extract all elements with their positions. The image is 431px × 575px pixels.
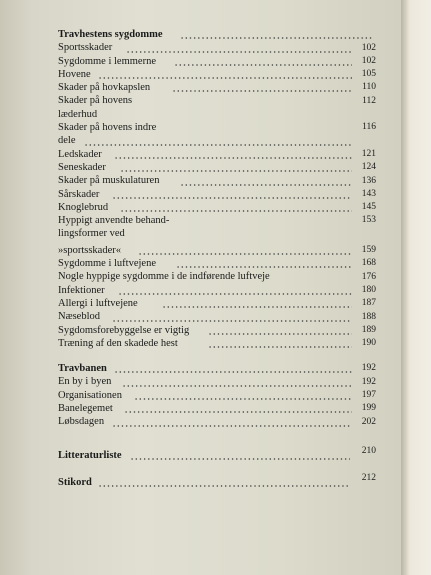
toc-entry xyxy=(58,297,376,310)
toc-entry xyxy=(58,41,376,54)
entry-label: Næseblod xyxy=(58,311,100,323)
entry-page: 187 xyxy=(361,298,376,309)
toc-section-heading xyxy=(58,362,376,375)
dot-leader xyxy=(98,77,352,79)
entry-label: Løbsdagen xyxy=(58,416,105,428)
section-spacer xyxy=(58,429,376,449)
entry-label: Organisationen xyxy=(58,389,122,401)
dot-leader xyxy=(180,184,352,186)
toc-entry xyxy=(58,337,376,350)
table-of-contents xyxy=(58,28,376,489)
dot-leader xyxy=(120,170,352,172)
dot-leader xyxy=(98,485,350,487)
toc-entry xyxy=(58,68,376,81)
toc-entry xyxy=(58,201,376,214)
dot-leader xyxy=(180,37,374,39)
facing-page-edge xyxy=(401,0,431,575)
toc-section-heading xyxy=(58,473,376,489)
entry-page: 121 xyxy=(361,148,376,159)
toc-entry xyxy=(58,121,376,134)
entry-page: 212 xyxy=(361,473,376,484)
entry-page: 110 xyxy=(362,82,376,93)
section-title: Travhestens sygdomme xyxy=(58,29,163,40)
dot-leader xyxy=(208,333,352,335)
dot-leader xyxy=(112,425,352,427)
dot-leader xyxy=(174,64,352,66)
section-spacer xyxy=(58,350,376,362)
section-spacer xyxy=(58,462,376,476)
dot-leader xyxy=(172,90,352,92)
toc-entry-continuation xyxy=(58,244,376,257)
entry-page: 143 xyxy=(361,188,376,199)
toc-entry xyxy=(58,310,376,323)
dot-leader xyxy=(112,197,352,199)
entry-label: dele xyxy=(58,135,76,147)
dot-leader xyxy=(162,306,352,308)
entry-page: 192 xyxy=(361,376,376,387)
toc-entry xyxy=(58,389,376,402)
entry-label: Sygdomsforebyggelse er vigtig xyxy=(58,324,190,336)
entry-page: 102 xyxy=(361,42,376,53)
section-title: Litteraturliste xyxy=(58,449,122,461)
entry-label: Træning af den skadede hest xyxy=(58,337,178,349)
entry-page: 124 xyxy=(361,162,376,173)
toc-entry xyxy=(58,94,376,107)
dot-leader xyxy=(134,398,352,400)
toc-entry xyxy=(58,284,376,297)
toc-entry-continuation xyxy=(58,227,376,240)
entry-label: Knoglebrud xyxy=(58,201,109,213)
toc-entry xyxy=(58,375,376,388)
entry-label: Allergi i luftvejene xyxy=(58,297,138,309)
entry-label: Seneskader xyxy=(58,161,106,173)
entry-label: Skader på hovkapslen xyxy=(58,82,151,94)
dot-leader xyxy=(208,346,352,348)
dot-leader xyxy=(114,371,352,373)
toc-entry xyxy=(58,174,376,187)
entry-label: »sportsskader« xyxy=(58,244,121,256)
toc-entry xyxy=(58,55,376,68)
entry-label: Hyppigt anvendte behand- xyxy=(58,215,170,227)
entry-label: Skader på hovens xyxy=(58,95,133,107)
toc-section-heading xyxy=(58,445,376,462)
entry-label: Sårskader xyxy=(58,188,100,200)
entry-page: 188 xyxy=(361,311,376,322)
toc-entry xyxy=(58,81,376,94)
dot-leader xyxy=(130,458,350,460)
entry-label: Skader på muskulaturen xyxy=(58,175,160,187)
toc-entry xyxy=(58,257,376,270)
entry-page: 145 xyxy=(361,202,376,213)
entry-page: 116 xyxy=(362,122,376,133)
dot-leader xyxy=(112,320,352,322)
entry-label: læderhud xyxy=(58,108,98,120)
entry-page: 199 xyxy=(361,403,376,414)
entry-page: 102 xyxy=(361,55,376,66)
dot-leader xyxy=(122,385,352,387)
entry-page: 176 xyxy=(361,271,376,282)
dot-leader xyxy=(124,411,352,413)
entry-label: Sygdomme i lemmerne xyxy=(58,55,156,67)
entry-page: 112 xyxy=(362,95,376,106)
dot-leader xyxy=(176,266,352,268)
dot-leader xyxy=(114,157,352,159)
toc-entry xyxy=(58,402,376,415)
entry-page: 197 xyxy=(361,390,376,401)
toc-entry xyxy=(58,324,376,337)
entry-label: Ledskader xyxy=(58,148,102,160)
dot-leader xyxy=(118,293,352,295)
toc-entry xyxy=(58,270,376,283)
toc-entry xyxy=(58,214,376,227)
entry-page: 190 xyxy=(361,338,376,349)
entry-label: Nogle hyppige sygdomme i de indførende luftveje xyxy=(58,271,270,283)
entry-page: 180 xyxy=(361,284,376,295)
toc-entry xyxy=(58,188,376,201)
entry-page: 105 xyxy=(361,69,376,80)
dot-leader xyxy=(138,253,352,255)
entry-label: lingsformer ved xyxy=(58,228,125,240)
toc-entry xyxy=(58,148,376,161)
entry-label: En by i byen xyxy=(58,376,112,388)
entry-label: Banelegemet xyxy=(58,403,113,415)
entry-label: Skader på hovens indre xyxy=(58,122,157,134)
toc-entry xyxy=(58,415,376,428)
toc-entry-continuation xyxy=(58,108,376,121)
entry-label: Sygdomme i luftvejene xyxy=(58,258,156,270)
dot-leader xyxy=(126,51,352,53)
entry-page: 136 xyxy=(361,175,376,186)
entry-page: 159 xyxy=(361,245,376,256)
toc-entry xyxy=(58,161,376,174)
entry-page: 210 xyxy=(361,445,376,456)
entry-label: Sportsskader xyxy=(58,42,113,54)
entry-page: 189 xyxy=(361,324,376,335)
entry-page: 192 xyxy=(361,363,376,374)
dot-leader xyxy=(84,144,352,146)
section-title: Travbanen xyxy=(58,363,107,375)
toc-entry-continuation xyxy=(58,134,376,147)
toc-section-heading xyxy=(58,28,376,41)
entry-page: 153 xyxy=(361,215,376,226)
dot-leader xyxy=(120,210,352,212)
entry-label: Hovene xyxy=(58,68,91,80)
section-title: Stikord xyxy=(58,476,92,488)
entry-page: 202 xyxy=(361,416,376,427)
entry-page: 168 xyxy=(361,258,376,269)
entry-label: Infektioner xyxy=(58,284,105,296)
